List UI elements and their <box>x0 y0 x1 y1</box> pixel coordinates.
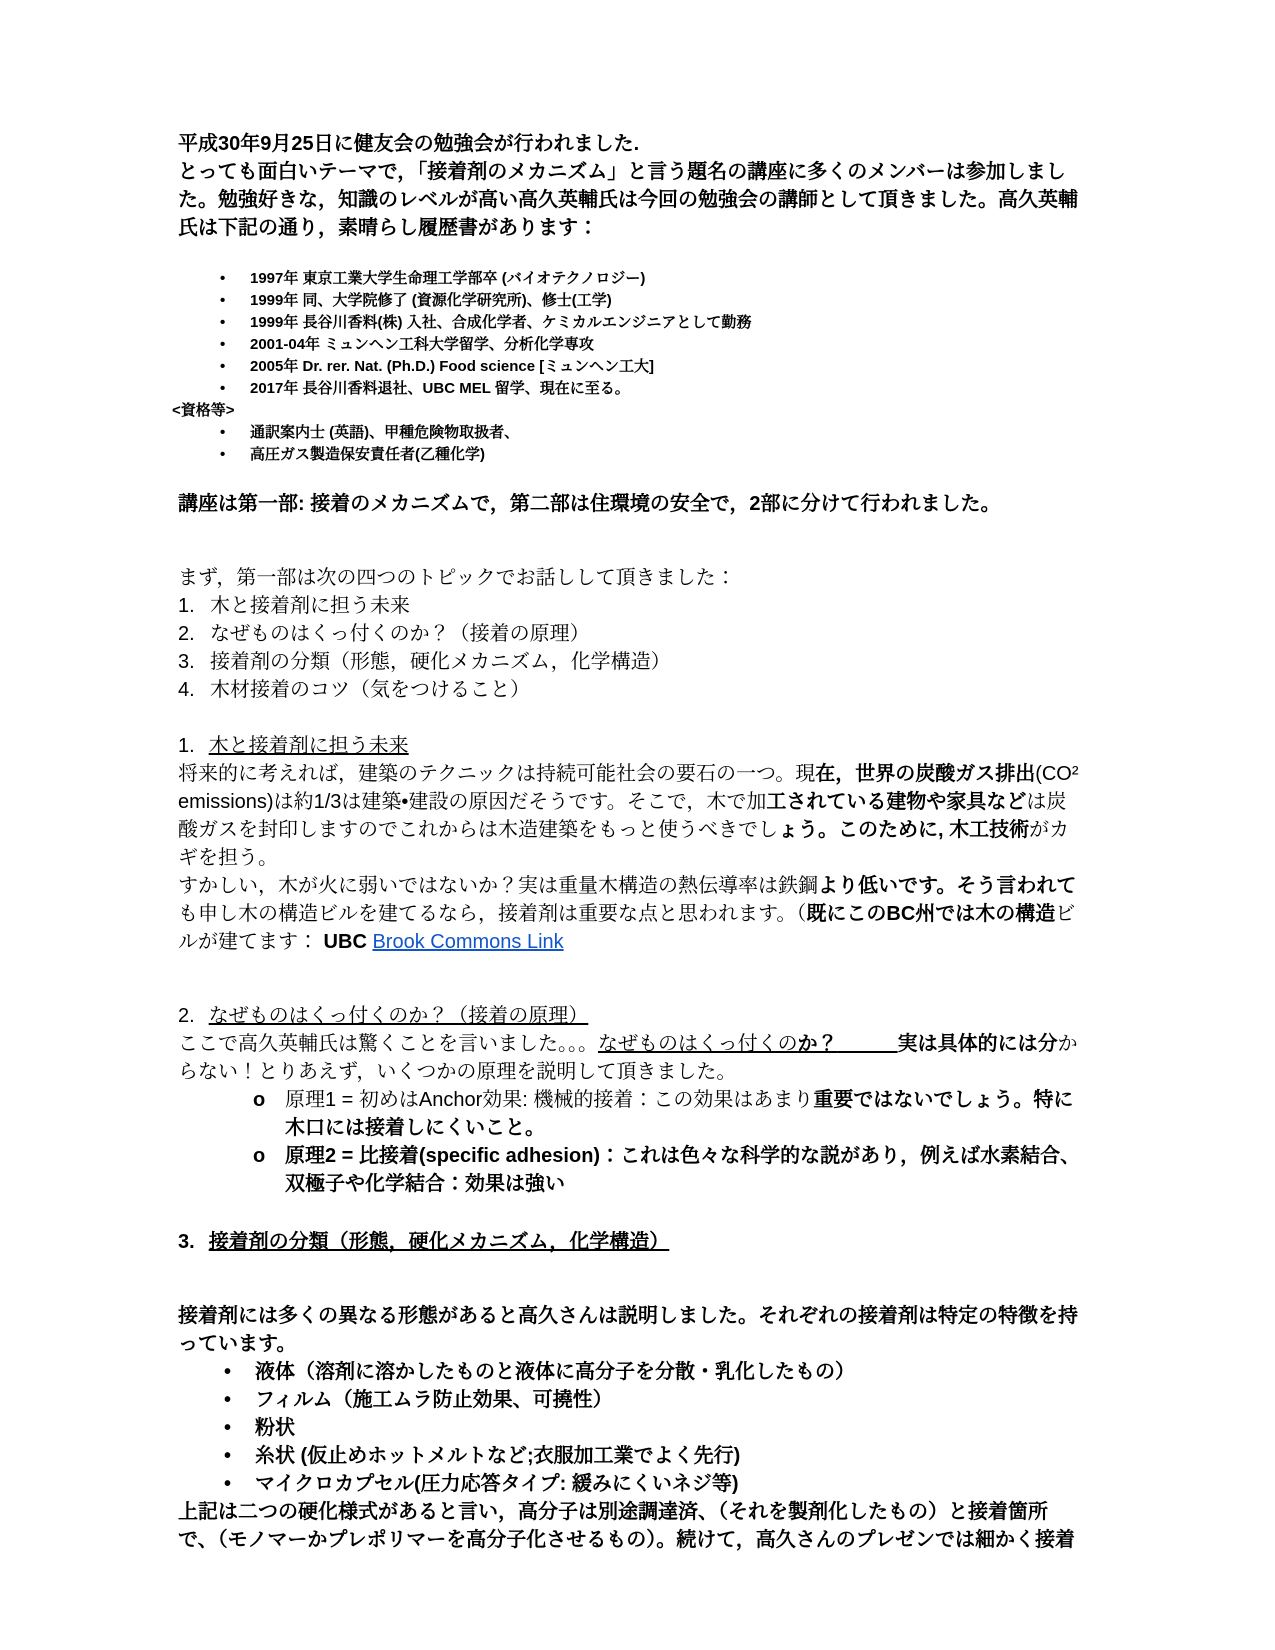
course-summary: 講座は第一部: 接着のメカニズムで，第二部は住環境の安全で，2部に分けて行われました。 <box>178 493 1001 515</box>
section-3-number: 3. <box>178 1231 195 1253</box>
section-1-title: 木と接着剤に担う未来 <box>208 735 409 757</box>
text-run: がカギを担う。 <box>178 819 1070 869</box>
text-run <box>838 1033 898 1055</box>
principle-item <box>253 1142 1083 1198</box>
text-run: 原理1 = 初めはAnchor効果: 機械的接着：この効果はあまり <box>285 1089 814 1111</box>
intro-paragraph: とっても面白いテーマで，「接着剤のメカニズム」と言う題名の講座に多くのメンバーは参加しました。勉強好きな，知識のレベルが高い高久英輔氏は今回の勉強会の講師として頂きました。高久英輔氏は下記の通り，素晴らし履歴書があります： <box>178 161 1078 239</box>
adhesive-form-item: • マイクロカプセル(圧力応答タイプ: 緩みにくいネジ等) <box>222 1470 1083 1498</box>
section-1-heading <box>178 732 1083 760</box>
item-text: 接着剤の分類（形態，硬化メカニズム，化学構造） <box>210 651 671 673</box>
adhesive-form-item: • フィルム（施工ムラ防止効果、可撓性） <box>222 1386 1083 1414</box>
principles-list <box>253 1086 1083 1198</box>
text-run: (CO² emissions)は約1/3は建築•建設の原因だそうです。そこで，木で加 <box>178 763 1079 813</box>
adhesive-forms-list <box>222 1358 1083 1498</box>
brook-commons-link[interactable]: Brook Commons Link <box>372 931 564 953</box>
resume-item: • 1999年 長谷川香料(株) 入社、合成化学者、ケミカルエンジニアとして勤務 <box>218 312 1083 334</box>
text-run: か？ <box>797 1033 838 1055</box>
section-2-para <box>178 1030 1083 1086</box>
topic-item <box>178 648 1083 676</box>
text-run: ここで高久英輔氏は驚くことを言いました。。。 <box>178 1033 598 1055</box>
text-run: 原理2 = 比接着(specific adhesion)：これは色々な科学的な説があり，例えば水素結合、双極子や化学結合：効果は強い <box>285 1145 1081 1195</box>
resume-list <box>218 268 1083 400</box>
section-1-para-1 <box>178 760 1083 872</box>
text-run: 工されている建物や家具など <box>766 791 1027 813</box>
adhesive-form-item: • 液体（溶剤に溶かしたものと液体に高分子を分散・乳化したもの） <box>222 1358 1083 1386</box>
section-3-title: 接着剤の分類（形態，硬化メカニズム，化学構造） <box>208 1231 670 1253</box>
intro-line: 平成30年9月25日に健友会の勉強会が行われました. <box>178 133 640 155</box>
section-2-title: なぜものはくっ付くのか？（接着の原理） <box>208 1005 589 1027</box>
section-3-para-1: 接着剤には多くの異なる形態があると高久さんは説明しました。それぞれの接着剤は特定の特徴を持っています。 <box>178 1305 1078 1355</box>
text-run: 将来的に考えれば，建築のテクニックは持続可能社会の要石の一つ。現 <box>178 763 816 785</box>
resume-item: • 1997年 東京工業大学生命理工学部卒 (バイオテクノロジー) <box>218 268 1083 290</box>
text-run: なぜものはくっ付くの <box>598 1033 798 1055</box>
section-2-number: 2. <box>178 1005 195 1027</box>
qualifications-header: <資格等> <box>172 402 235 419</box>
section-3-para-2: 上記は二つの硬化様式があると言い，高分子は別途調達済、（それを製剤化したもの）と接着箇所で、（モノマーかプレポリマーを高分子化させるもの）。続けて，高久さんのプレゼンでは細かく接着 <box>178 1501 1075 1551</box>
item-text: 木材接着のコツ（気をつけること） <box>210 679 530 701</box>
topic-item <box>178 620 1083 648</box>
item-number: 3. <box>178 651 195 673</box>
adhesive-form-item: • 糸状 (仮止めホットメルトなど;衣服加工業でよく先行) <box>222 1442 1083 1470</box>
qualifications-list <box>218 422 1083 466</box>
qualification-item: • 高圧ガス製造保安責任者(乙種化学) <box>218 444 1083 466</box>
adhesive-form-item: • 粉状 <box>222 1414 1083 1442</box>
text-run: は炭酸ガスを封印しますのでこれからは木造建築をもっと使うべきでし <box>178 791 1067 841</box>
item-text: なぜものはくっ付くのか？（接着の原理） <box>210 623 590 645</box>
item-text: 木と接着剤に担う未来 <box>210 595 410 617</box>
text-run: ょう。このために, 木工技術 <box>778 819 1030 841</box>
text-run: からない！とりあえず，いくつかの原理を説明して頂きました。 <box>178 1033 1078 1083</box>
document-content <box>172 130 1083 1554</box>
section-3-heading <box>178 1228 1083 1256</box>
text-run: ビルが建てます： <box>178 903 1076 953</box>
text-run: 在，世界の炭酸ガス排出 <box>815 763 1036 785</box>
text-run: より低いです。そう言われて <box>818 875 1077 897</box>
text-run: 重要ではないでしょう。特に木口には接着しにくいこと。 <box>285 1089 1074 1139</box>
resume-item: • 2017年 長谷川香料退社、UBC MEL 留学、現在に至る。 <box>218 378 1083 400</box>
principle-item <box>253 1086 1083 1142</box>
resume-item: • 1999年 同、大学院修了 (資源化学研究所)、修士(工学) <box>218 290 1083 312</box>
topics-list <box>178 592 1083 704</box>
section-2-heading <box>178 1002 1083 1030</box>
text-run: 実は具体的には分 <box>897 1033 1058 1055</box>
qualification-item: • 通訳案内士 (英語)、甲種危険物取扱者、 <box>218 422 1083 444</box>
topic-item <box>178 592 1083 620</box>
resume-item: • 2005年 Dr. rer. Nat. (Ph.D.) Food science [ミュンヘン工大] <box>218 356 1083 378</box>
section-1-number: 1. <box>178 735 195 757</box>
item-number: 4. <box>178 679 195 701</box>
item-number: 2. <box>178 623 195 645</box>
text-run: も申し木の構造ビルを建てるなら，接着剤は重要な点と思われます。（ <box>178 903 807 925</box>
topic-item <box>178 676 1083 704</box>
item-number: 1. <box>178 595 195 617</box>
text-run: すかしい，木が火に弱いではないか？実は重量木構造の熱伝導率は鉄鋼 <box>178 875 818 897</box>
text-run: UBC <box>318 931 373 953</box>
topics-intro: まず，第一部は次の四つのトピックでお話しして頂きました： <box>178 567 736 589</box>
section-1-para-2 <box>178 872 1083 956</box>
resume-item: • 2001-04年 ミュンヘン工科大学留学、分析化学専攻 <box>218 334 1083 356</box>
text-run: 既にこのBC州では木の構造 <box>806 903 1056 925</box>
